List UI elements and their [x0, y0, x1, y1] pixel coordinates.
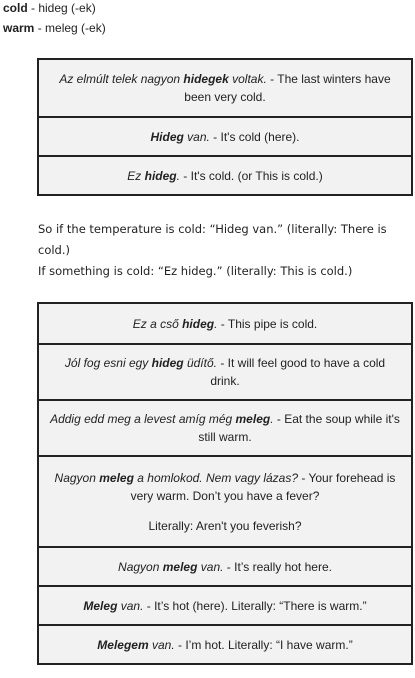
example-cell: Hideg van. - It's cold (here).: [38, 117, 412, 156]
example-cell: Melegem van. - I’m hot. Literally: “I have warm.”: [38, 625, 412, 664]
example-cell: Addig edd meg a levest amíg még meleg. - Eat the soup while it's still warm.: [38, 400, 412, 456]
note-line: So if the temperature is cold: “Hideg van.” (literally: There is: [38, 222, 387, 236]
explanation-notes: [38, 219, 414, 282]
note-line: If something is cold: “Ez hideg.” (literally: This is cold.): [38, 264, 353, 278]
vocab-term: warm: [3, 21, 35, 35]
vocab-definition: - meleg (-ek): [34, 21, 106, 35]
vocab-line-cold: [3, 1, 96, 15]
examples-table-2: [37, 302, 413, 665]
example-cell: Ez hideg. - It's cold. (or This is cold.): [38, 156, 412, 195]
literal-translation: Literally: Aren't you feverish?: [148, 518, 302, 533]
note-line: cold.): [38, 243, 70, 257]
example-cell: Meleg van. - It’s hot (here). Literally: “There is warm.”: [38, 586, 412, 625]
vocab-term: cold: [3, 1, 28, 15]
examples-table-1: [37, 58, 413, 196]
example-cell: Az elmúlt telek nagyon hidegek voltak. - The last winters have been very cold.: [38, 59, 412, 117]
vocab-line-warm: [3, 21, 106, 35]
example-cell: Nagyon meleg van. - It’s really hot here.: [38, 547, 412, 586]
example-cell: Ez a cső hideg. - This pipe is cold.: [38, 303, 412, 344]
example-cell: Jól fog esni egy hideg üdítő. - It will feel good to have a cold drink.: [38, 344, 412, 400]
vocab-definition: - hideg (-ek): [27, 1, 96, 15]
example-cell: Nagyon meleg a homlokod. Nem vagy lázas? - Your forehead is very warm. Don’t you have a fever? Literally: Aren't you feverish?: [38, 456, 412, 547]
